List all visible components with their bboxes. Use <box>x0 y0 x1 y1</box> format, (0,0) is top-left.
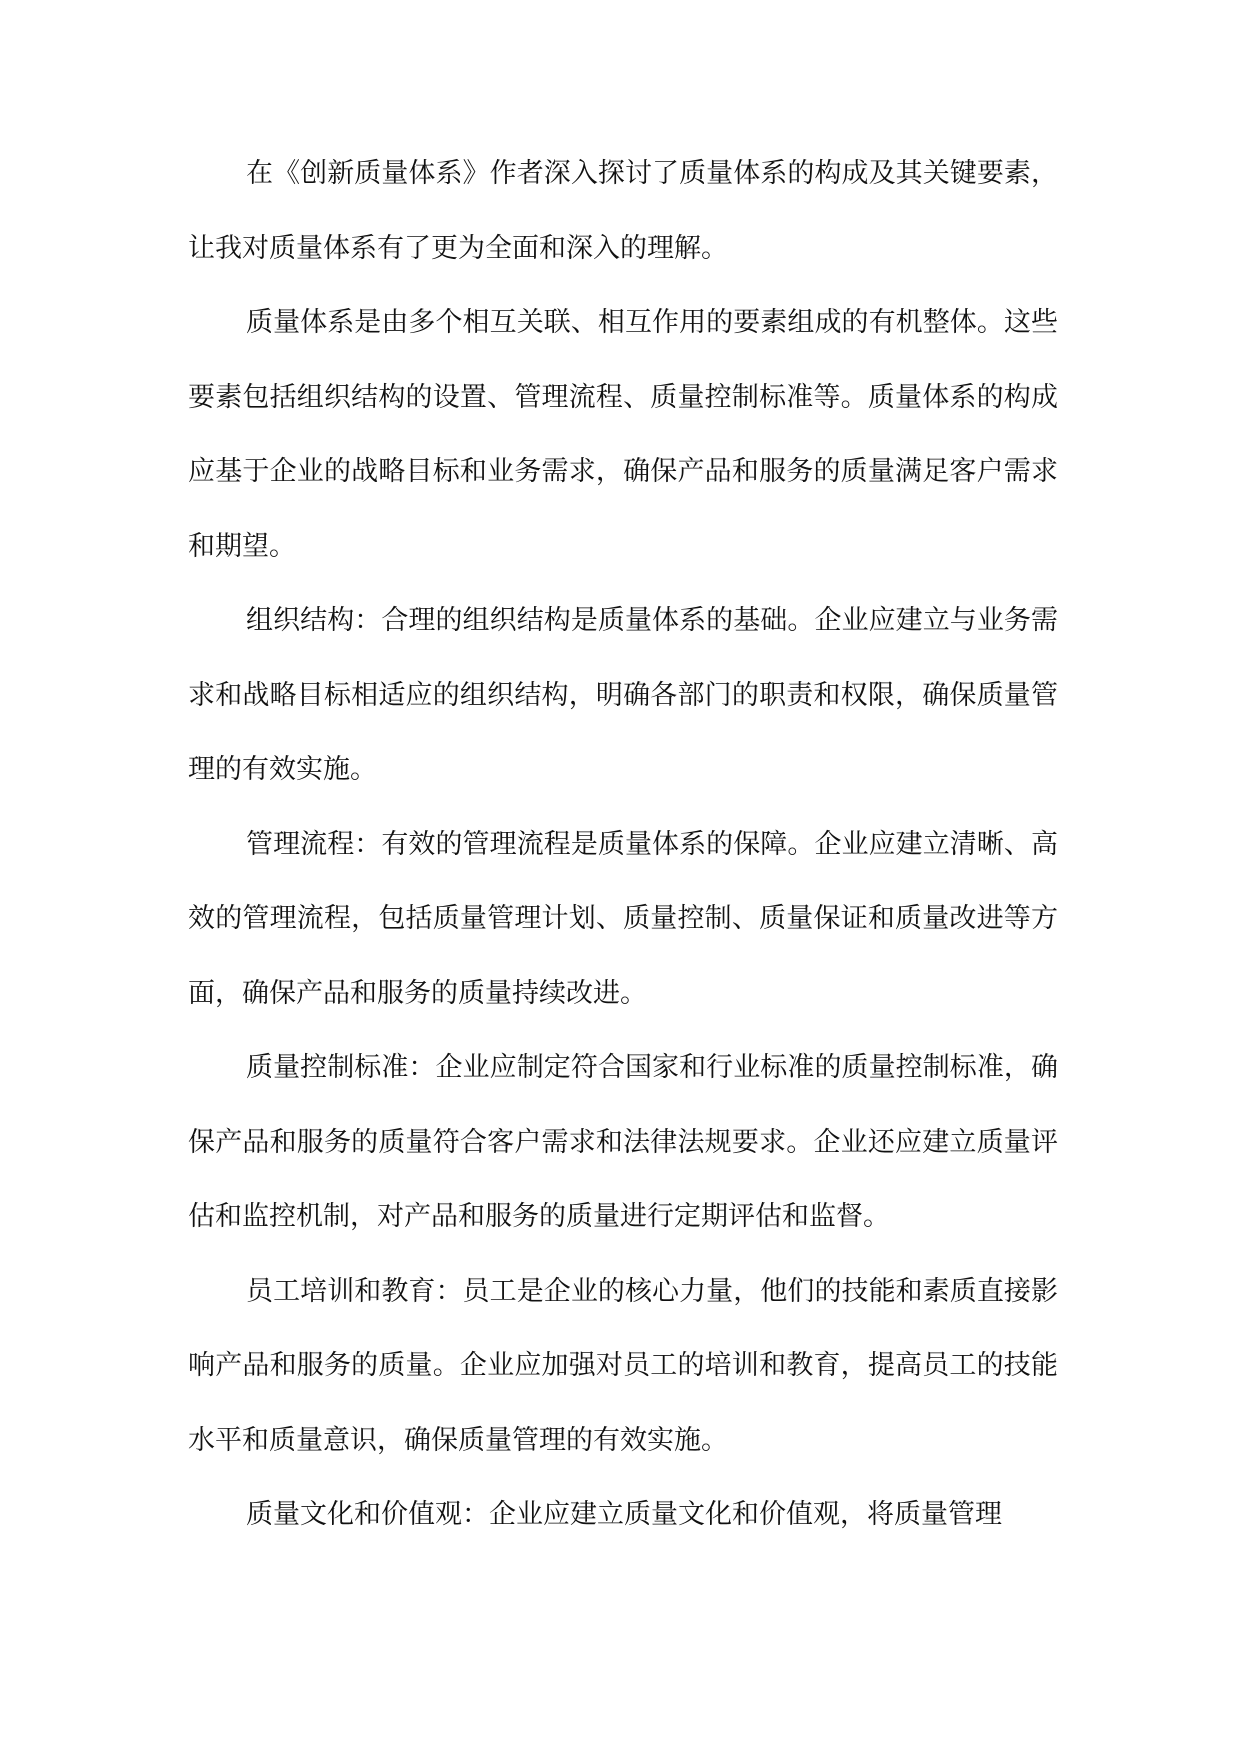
paragraph-quality-culture: 质量文化和价值观：企业应建立质量文化和价值观，将质量管理 <box>246 1499 1002 1530</box>
paragraph-quality-system: 质量体系是由多个相互关联、相互作用的要素组成的有机整体。这些要素包括组织结构的设置、管理流程、质量控制标准等。质量体系的构成应基于企业的战略目标和业务需求，确保产品和服务的质量满足客户需求和期望。 <box>188 307 1058 562</box>
document-body <box>188 137 1058 1553</box>
paragraph-staff-training: 员工培训和教育：员工是企业的核心力量，他们的技能和素质直接影响产品和服务的质量。企业应加强对员工的培训和教育，提高员工的技能水平和质量意识，确保质量管理的有效实施。 <box>188 1275 1058 1456</box>
paragraph-management-process: 管理流程：有效的管理流程是质量体系的保障。企业应建立清晰、高效的管理流程，包括质量管理计划、质量控制、质量保证和质量改进等方面，确保产品和服务的质量持续改进。 <box>188 828 1058 1009</box>
paragraph-intro: 在《创新质量体系》作者深入探讨了质量体系的构成及其关键要素，让我对质量体系有了更为全面和深入的理解。 <box>188 158 1058 264</box>
paragraph-quality-control-standards: 质量控制标准：企业应制定符合国家和行业标准的质量控制标准，确保产品和服务的质量符合客户需求和法律法规要求。企业还应建立质量评估和监控机制，对产品和服务的质量进行定期评估和监督。 <box>188 1052 1058 1232</box>
paragraph-organization-structure: 组织结构：合理的组织结构是质量体系的基础。企业应建立与业务需求和战略目标相适应的组织结构，明确各部门的职责和权限，确保质量管理的有效实施。 <box>188 605 1058 785</box>
